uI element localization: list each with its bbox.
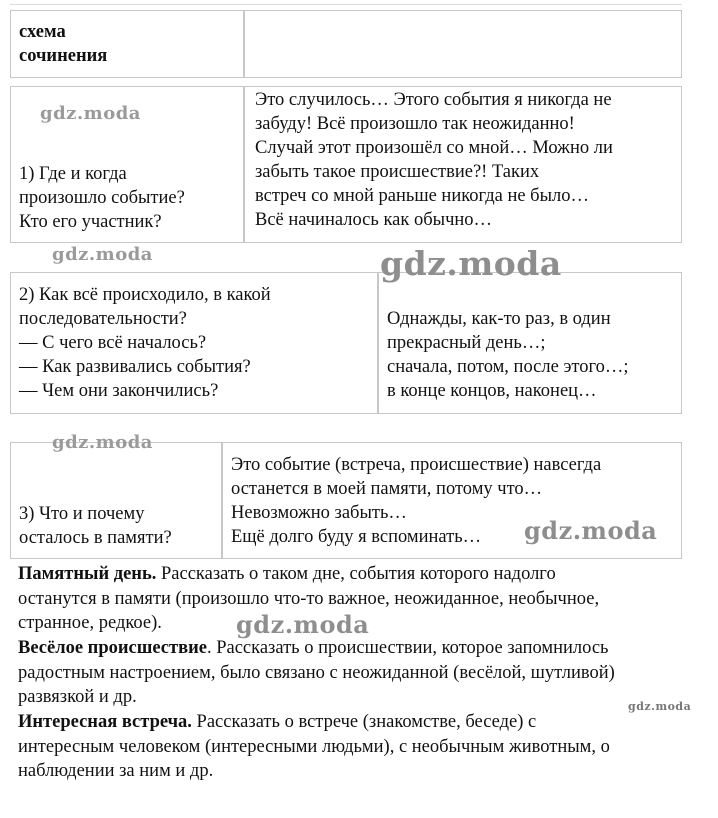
- phrase-line: встреч со мной раньше никогда не было…: [255, 186, 590, 206]
- table-1-header-cell: [10, 10, 244, 78]
- table-1-phrases-cell: [244, 86, 682, 243]
- watermark-logo: gdz.moda: [236, 610, 370, 639]
- top-rule: [10, 4, 682, 5]
- question-line: — Чем они закончились?: [19, 381, 219, 401]
- phrase-line: Случай этот произошёл со мной… Можно ли: [255, 138, 613, 158]
- topic-title: Весёлое происшествие: [18, 638, 207, 658]
- topic-title: Интересная встреча.: [18, 712, 192, 732]
- phrase-line: прекрасный день…;: [387, 333, 546, 353]
- watermark-logo: gdz.moda: [52, 244, 153, 265]
- question-line: 3) Что и почему: [19, 504, 145, 524]
- phrase-line: в конце концов, наконец…: [387, 381, 597, 401]
- watermark-logo: gdz.moda: [524, 516, 658, 545]
- table-2-phrases-cell: [378, 272, 682, 414]
- topic-text: останутся в памяти (произошло что-то важное, неожиданное, необычное,: [18, 588, 600, 609]
- phrase-line: сначала, потом, после этого…;: [387, 357, 629, 377]
- table-3-question-cell: [10, 442, 222, 559]
- watermark-logo: gdz.moda: [380, 244, 562, 283]
- watermark-logo: gdz.moda: [40, 103, 141, 124]
- question-line: произошло событие?: [19, 188, 185, 208]
- phrase-line: Однажды, как-то раз, в один: [387, 309, 611, 329]
- question-line: 2) Как всё происходило, в какой: [19, 285, 271, 305]
- phrase-line: Это событие (встреча, происшествие) навсегда: [231, 455, 602, 475]
- topic-text: Рассказать о таком дне, события которого надолго: [156, 564, 556, 584]
- watermark-logo: gdz.moda: [628, 700, 692, 713]
- header-line: схема: [19, 22, 66, 42]
- topic-text: . Рассказать о происшествии, которое запомнилось: [206, 638, 609, 658]
- question-line: последовательности?: [19, 309, 187, 329]
- question-line: осталось в памяти?: [19, 528, 172, 548]
- topic-text: наблюдении за ним и др.: [18, 761, 214, 781]
- topic-funny-incident: [18, 636, 708, 710]
- topic-text: странное, редкое).: [18, 613, 162, 633]
- phrase-line: Ещё долго буду я вспоминать…: [231, 527, 482, 547]
- question-line: Кто его участник?: [19, 212, 162, 232]
- topic-text: интересным человеком (интересными людьми), с необычным животным, о: [18, 736, 610, 757]
- phrase-line: забуду! Всё произошло так неожиданно!: [255, 114, 575, 134]
- table-1-header-empty-cell: [244, 10, 682, 78]
- phrase-line: забыть такое происшествие?! Таких: [255, 162, 540, 182]
- question-line: — Как развивались события?: [19, 357, 251, 377]
- topic-text: радостным настроением, было связано с неожиданной (весёлой, шутливой): [18, 662, 615, 683]
- table-2-question-cell: [10, 272, 378, 414]
- question-line: 1) Где и когда: [19, 164, 127, 184]
- phrase-line: останется в моей памяти, потому что…: [231, 479, 543, 499]
- question-line: — С чего всё началось?: [19, 333, 207, 353]
- watermark-logo: gdz.moda: [52, 432, 153, 453]
- topic-text: Рассказать о встрече (знакомстве, беседе) с: [191, 712, 537, 732]
- header-line: сочинения: [19, 46, 108, 66]
- phrase-line: Это случилось… Этого события я никогда не: [255, 90, 612, 110]
- topic-interesting-meeting: [18, 710, 708, 784]
- phrase-line: Всё начиналось как обычно…: [255, 210, 493, 230]
- phrase-line: Невозможно забыть…: [231, 503, 407, 523]
- topic-title: Памятный день.: [18, 564, 157, 584]
- topic-text: развязкой и др.: [18, 687, 137, 707]
